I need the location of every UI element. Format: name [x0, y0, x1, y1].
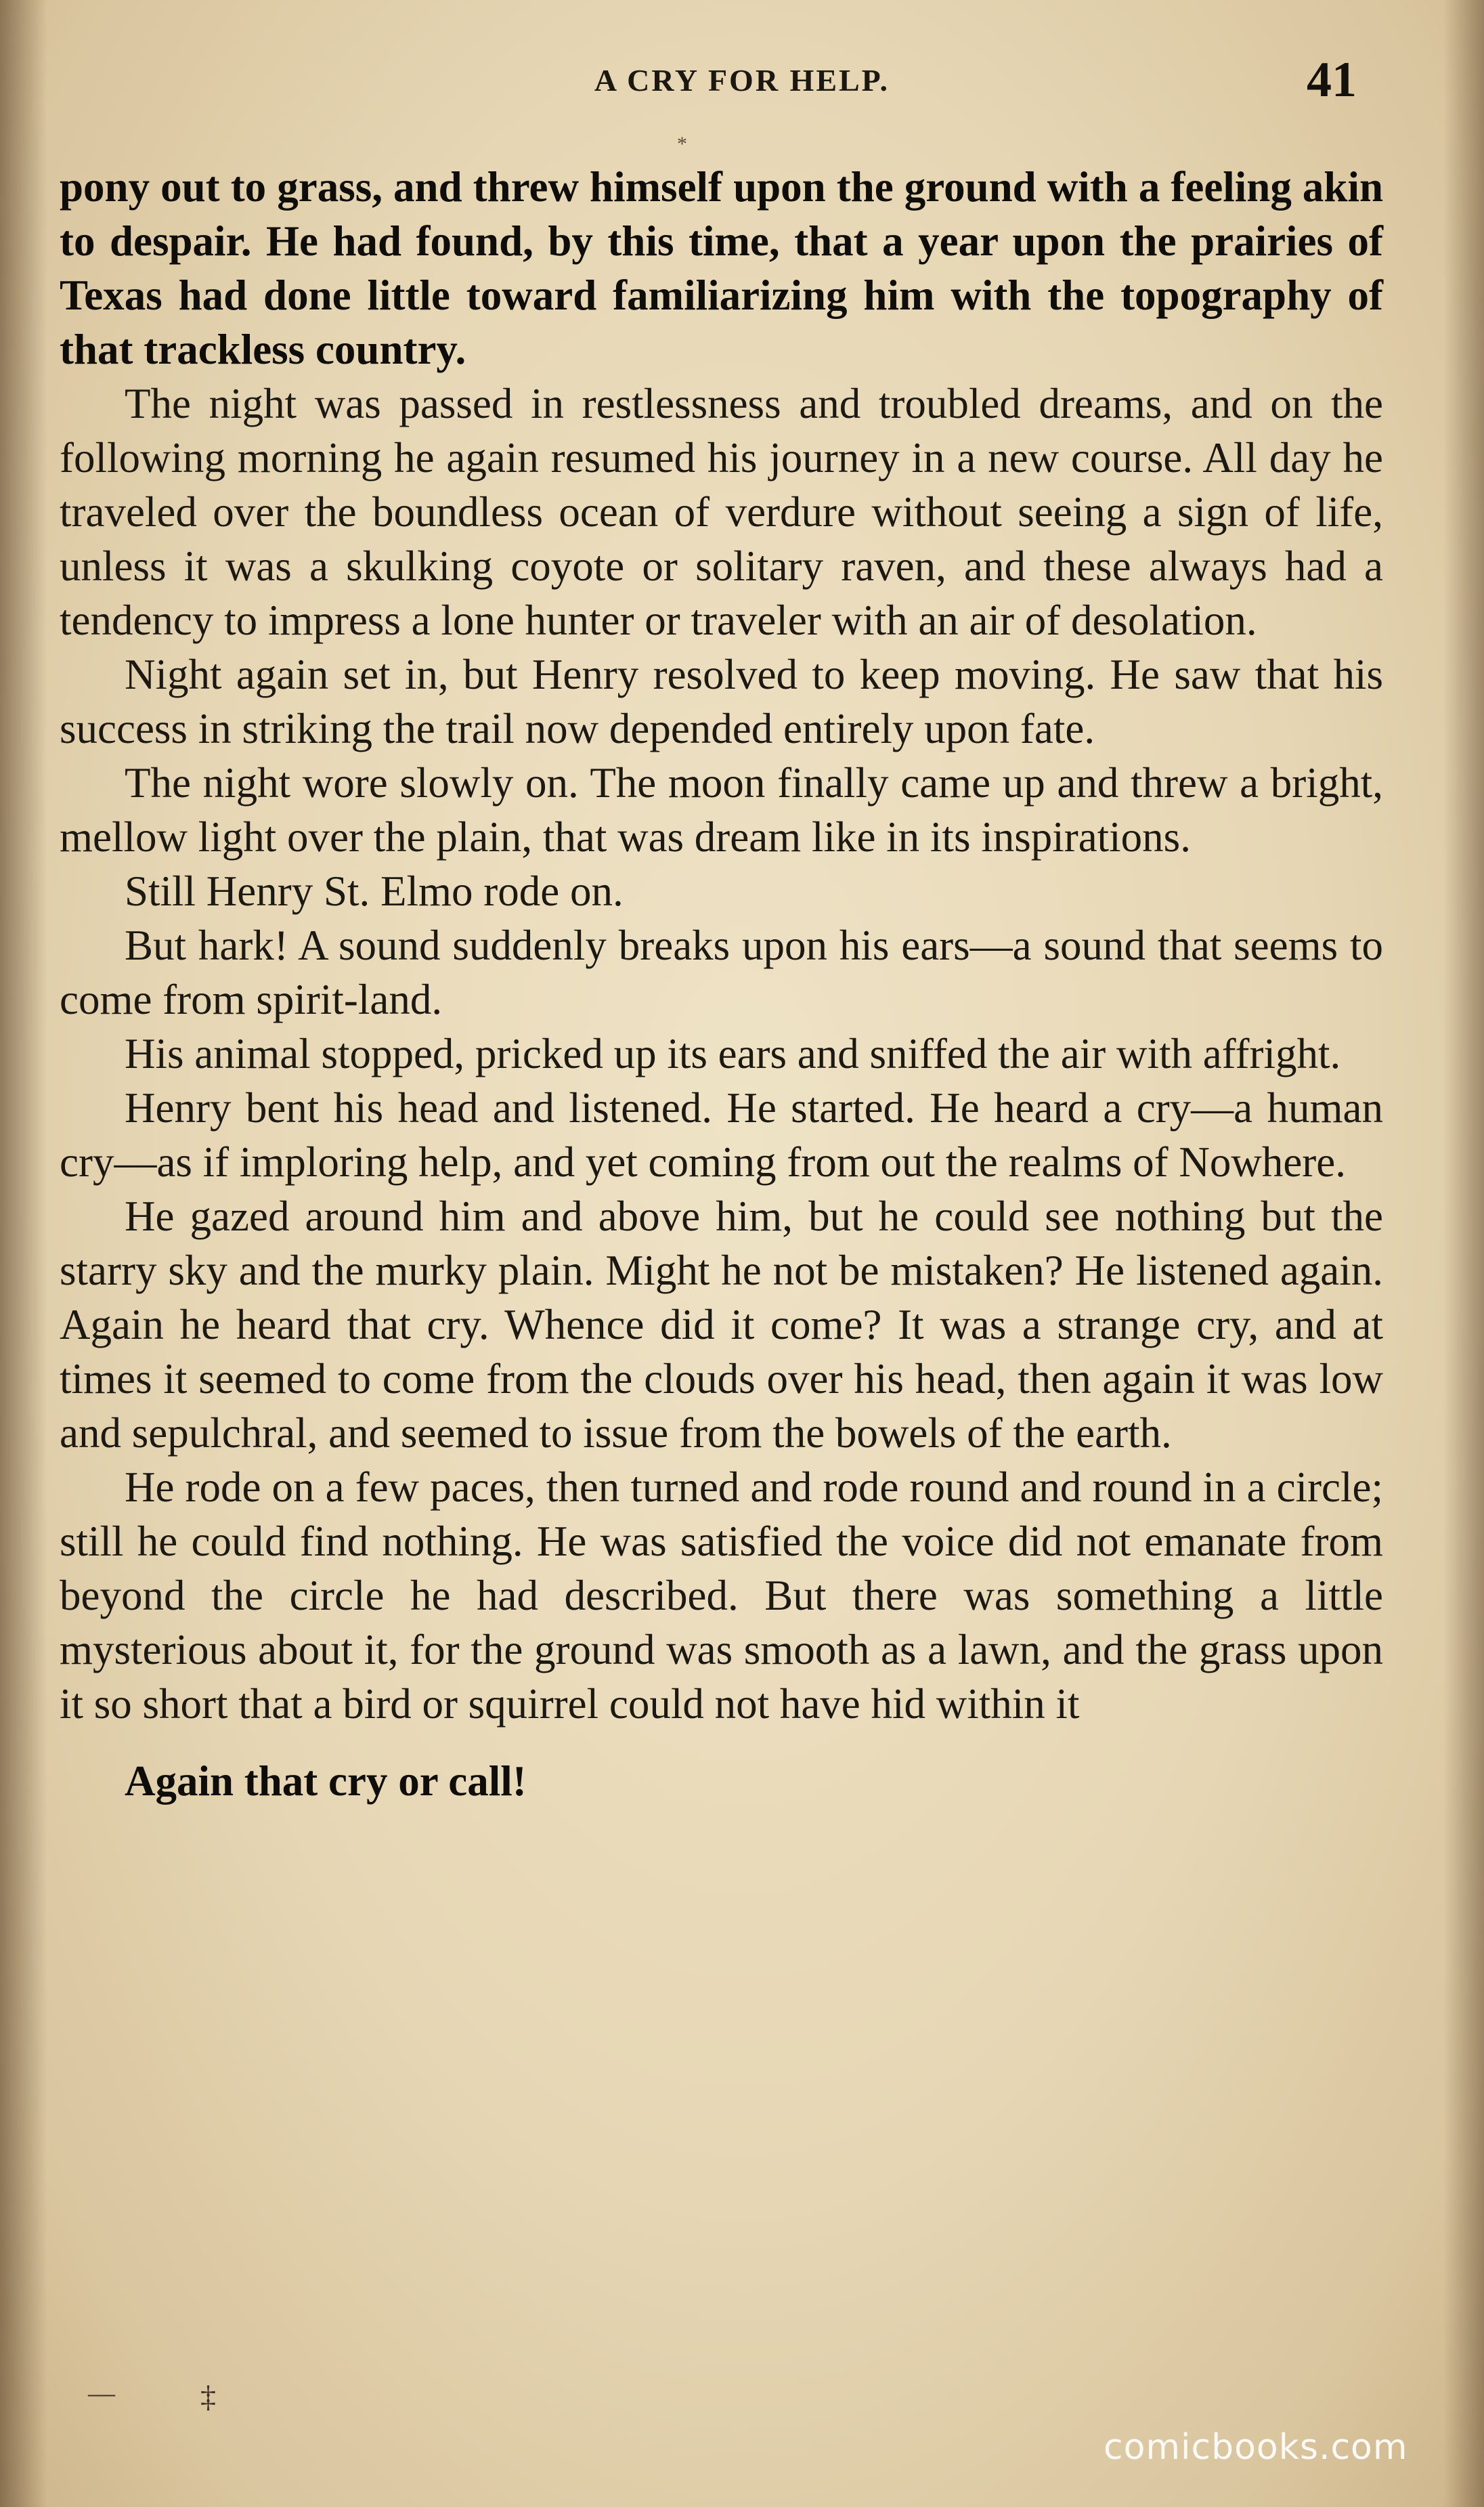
print-mark-icon: — [88, 2378, 115, 2408]
paragraph: Again that cry or call! [125, 1757, 527, 1805]
running-head: A CRY FOR HELP. [594, 63, 890, 98]
paragraph: His animal stopped, pricked up its ears and sniffed the air with affright. [125, 1030, 1341, 1077]
paragraph: Night again set in, but Henry resolved to keep moving. He saw that his success in striking the trail now depended entirely upon fate. [60, 651, 1383, 752]
body-text [60, 160, 1383, 1808]
print-mark-icon: ‡ [200, 2379, 216, 2414]
page-edge-shadow-right [1443, 0, 1484, 2507]
paragraph: Henry bent his head and listened. He started. He heard a cry—a human cry—as if imploring help, and yet coming from out the realms of Nowhere. [60, 1084, 1383, 1186]
paragraph: But hark! A sound suddenly breaks upon his ears—a sound that seems to come from spirit-land. [60, 922, 1383, 1023]
ornament-mark-icon: * [677, 133, 687, 155]
paragraph: The night was passed in restlessness and troubled dreams, and on the following morning he again resumed his journey in a new course. All day he traveled over the boundless ocean of verdure without seeing a sign of life, unless it was a skulking coyote or solitary raven, and these always had a tendency to impress a lone hunter or traveler with an air of desolation. [60, 380, 1383, 644]
page-number: 41 [1307, 52, 1357, 108]
paragraph: The night wore slowly on. The moon finally came up and threw a bright, mellow light over the plain, that was dream like in its inspirations. [60, 759, 1383, 861]
page-edge-shadow-left [0, 0, 47, 2507]
paragraph: Still Henry St. Elmo rode on. [125, 867, 624, 915]
paragraph: He gazed around him and above him, but he could see nothing but the starry sky and the murky plain. Might he not be mistaken? He listened again. Again he heard that cry. Whence did it come? It was a strange cry, and at times it seemed to come from the clouds over his head, then again it was low and sepulchral, and seemed to issue from the bowels of the earth. [60, 1193, 1383, 1457]
paragraph: pony out to grass, and threw himself upon the ground with a feeling akin to despair. He had found, by this time, that a year upon the prairies of Texas had done little toward familiarizing him with the topography of that trackless country. [60, 163, 1383, 373]
watermark: comicbooks.com [1104, 2427, 1408, 2468]
paragraph: He rode on a few paces, then turned and rode round and round in a circle; still he could find nothing. He was satisfied the voice did not emanate from beyond the circle he had described. But there was something a little mysterious about it, for the ground was smooth as a lawn, and the grass upon it so short that a bird or squirrel could not have hid within it [60, 1463, 1383, 1728]
